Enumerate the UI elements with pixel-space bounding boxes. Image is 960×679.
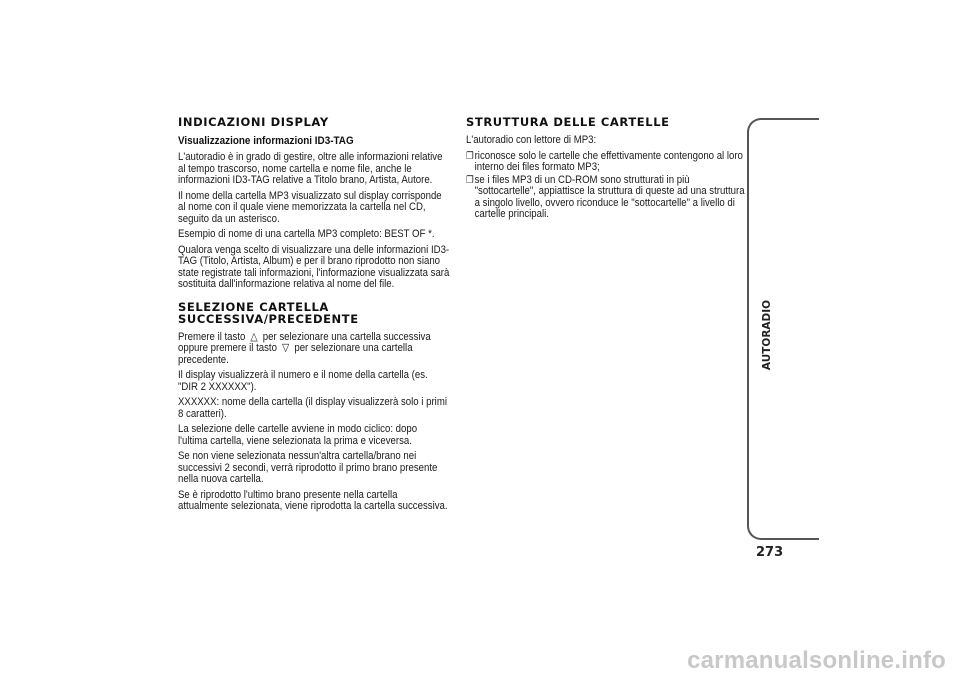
checkbox-bullet-icon: ❐ xyxy=(466,174,474,186)
paragraph-intro: L'autoradio con lettore di MP3: xyxy=(466,134,597,146)
watermark: carmanualsonline.info xyxy=(687,647,946,674)
text-fragment: per selezionare una cartella precedente. xyxy=(178,342,413,366)
list-item xyxy=(466,151,746,174)
paragraph: Il display visualizzerà il numero e il nome della cartella (es. "DIR 2 XXXXXX"). xyxy=(178,369,428,393)
list-item-text: riconosce solo le cartelle che effettivamente contengono al loro interno dei files formato MP3; xyxy=(474,149,743,173)
paragraph-buttons xyxy=(178,332,449,367)
up-triangle-icon: △ xyxy=(250,330,258,343)
paragraph: XXXXXX: nome della cartella (il display visualizzerà solo i primi 8 caratteri). xyxy=(178,396,447,420)
text-fragment: per selezionare una cartella successiva oppure xyxy=(178,330,431,354)
heading-indicazioni-display: INDICAZIONI DISPLAY xyxy=(178,115,329,129)
paragraph: Se è riprodotto l'ultimo brano presente nella cartella attualmente selezionata, viene riprodotta la cartella successiva. xyxy=(178,488,448,512)
heading-line-2: SUCCESSIVA/PRECEDENTE xyxy=(178,311,359,326)
checkbox-bullet-icon: ❐ xyxy=(466,150,474,162)
text-fragment: Premere il tasto xyxy=(178,330,246,343)
bullet-list xyxy=(466,149,745,221)
paragraph: La selezione delle cartelle avviene in modo ciclico: dopo l'ultima cartella, viene selezionata la prima e viceversa. xyxy=(178,423,418,447)
list-item xyxy=(466,175,746,221)
paragraph: Se non viene selezionata nessun'altra cartella/brano nei successivi 2 secondi, verrà riprodotto il primo brano presente nella nuova cartella. xyxy=(178,450,438,485)
right-column xyxy=(466,115,745,222)
left-column xyxy=(178,116,450,517)
paragraph: L'autoradio è in grado di gestire, oltre alle informazioni relative al tempo trascorso, nome cartella e nome file, anche le informazioni ID3-TAG relative a Titolo brano, Artista, Autore. xyxy=(178,151,443,186)
list-item-text: se i files MP3 di un CD-ROM sono strutturati in più "sottocartelle", appiattisce la struttura di queste ad una struttura a singolo livello, ovvero riconduce le "sottocartelle" a livello di cartelle principali. xyxy=(474,173,745,220)
down-triangle-icon: ▽ xyxy=(282,342,290,354)
heading-selezione-cartella xyxy=(178,301,450,325)
heading-line-1: SELEZIONE CARTELLA xyxy=(178,299,329,314)
section-tab-label xyxy=(756,295,778,375)
paragraph: Qualora venga scelto di visualizzare una delle informazioni ID3-TAG (Titolo, Artista, Album) e per il brano riprodotto non siano state registrate tali informazioni, l'informazione visualizzata sarà sostituita dall'informazione relativa al nome del file. xyxy=(178,243,450,290)
section-tab-text: AUTORADIO xyxy=(761,299,773,371)
subheading-id3-tag: Visualizzazione informazioni ID3-TAG xyxy=(178,135,354,147)
heading-struttura-cartelle: STRUTTURA DELLE CARTELLE xyxy=(466,115,670,129)
text-fragment: premere il tasto xyxy=(210,342,277,354)
page-number: 273 xyxy=(756,545,784,560)
paragraph: Il nome della cartella MP3 visualizzato sul display corrisponde al nome con il quale viene memorizzata la cartella nel CD, seguito da un asterisco. xyxy=(178,189,442,225)
paragraph: Esempio di nome di una cartella MP3 completo: BEST OF *. xyxy=(178,228,435,240)
